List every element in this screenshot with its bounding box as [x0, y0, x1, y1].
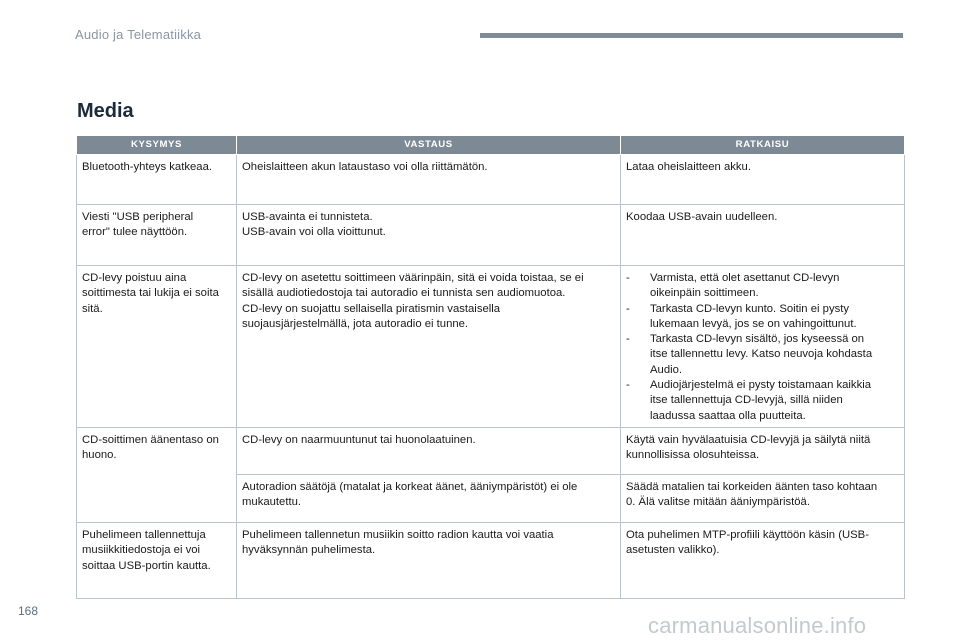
watermark: carmanualsonline.info — [648, 613, 867, 638]
table-row — [77, 205, 905, 266]
question-text: CD-levy poistuu aina — [82, 272, 187, 284]
answer-text: CD-levy on naarmuuntunut tai huonolaatuinen. — [242, 433, 476, 446]
question-text: Viesti "USB peripheral — [82, 211, 194, 223]
question-text: huono. — [82, 449, 117, 462]
answer-cell — [237, 522, 621, 598]
question-cell — [77, 522, 237, 598]
solution-text: Säädä matalien tai korkeiden äänten taso kohtaan — [626, 480, 878, 493]
question-text: soittimesta tai lukija ei soita — [82, 287, 219, 300]
answer-text: CD-levy on asetettu soittimeen väärinpäin, sitä ei voida toistaa, se ei — [242, 272, 584, 284]
question-text: Bluetooth-yhteys katkeaa. — [82, 161, 212, 173]
table-row — [77, 155, 905, 205]
solution-text: - Audiojärjestelmä ei pysty toistamaan kaikkia — [650, 379, 872, 392]
solution-text: kunnollisissa olosuhteissa. — [626, 449, 760, 462]
solution-text: 0. Älä valitse mitään ääniympäristöä. — [626, 496, 810, 509]
question-cell — [77, 205, 237, 266]
answer-text: Puhelimeen tallennetun musiikin soitto radion kautta voi vaatia — [242, 528, 554, 541]
faq-table — [76, 135, 905, 599]
column-header-answer: VASTAUS — [237, 136, 621, 155]
question-text: musiikkitiedostoja ei voi — [82, 544, 201, 557]
solution-text: Koodaa USB-avain uudelleen. — [626, 211, 778, 223]
answer-text: suojausjärjestelmällä, jota autoradio ei tunne. — [242, 317, 469, 330]
answer-cell — [237, 266, 621, 428]
answer-cell — [237, 427, 621, 474]
solution-cell — [621, 155, 905, 205]
solution-text: - Tarkasta CD-levyn kunto. Soitin ei pysty — [650, 302, 850, 315]
solution-cell — [621, 474, 905, 522]
solution-text: Käytä vain hyvälaatuisia CD-levyjä ja säilytä niitä — [626, 433, 871, 446]
question-cell — [77, 427, 237, 522]
question-text: soittaa USB-portin kautta. — [82, 559, 211, 572]
table-row — [77, 522, 905, 598]
solution-list-item — [626, 378, 899, 424]
solution-text: lukemaan levyä, jos se on vahingoittunut. — [650, 317, 857, 330]
answer-text: mukautettu. — [242, 496, 302, 509]
solution-text: itse tallennettuja CD-levyjä, sillä niiden — [650, 394, 843, 407]
header-bar — [480, 33, 903, 38]
answer-text: sisällä audiotiedostoja tai autoradio ei tunnista sen audiomuotoa. — [242, 287, 566, 300]
solution-text: Lataa oheislaitteen akku. — [626, 161, 751, 173]
section-title: Media — [77, 100, 134, 122]
question-text: Puhelimeen tallennettuja — [82, 528, 206, 541]
solution-cell — [621, 427, 905, 474]
column-header-question: KYSYMYS — [77, 136, 237, 155]
solution-cell — [621, 205, 905, 266]
solution-text: itse tallennettu levy. Katso neuvoja kohdasta — [650, 348, 873, 361]
question-text: error" tulee näyttöön. — [82, 226, 188, 239]
solution-text: Ota puhelimen MTP-profiili käyttöön käsin (USB- — [626, 528, 869, 541]
answer-text: Oheislaitteen akun lataustaso voi olla riittämätön. — [242, 161, 488, 173]
table-row — [77, 266, 905, 428]
question-text: CD-soittimen äänentaso on — [82, 433, 219, 446]
solution-cell — [621, 266, 905, 428]
table-row — [77, 427, 905, 474]
solution-text: - Tarkasta CD-levyn sisältö, jos kyseessä on — [650, 333, 865, 346]
solution-cell — [621, 522, 905, 598]
solution-text: laadussa saattaa olla puutteita. — [650, 409, 806, 422]
header-title: Audio ja Telematiikka — [75, 27, 202, 42]
question-cell — [77, 155, 237, 205]
answer-cell — [237, 155, 621, 205]
page-number: 168 — [18, 604, 39, 618]
answer-text: Autoradion säätöjä (matalat ja korkeat äänet, ääniympäristöt) ei ole — [242, 480, 578, 493]
answer-cell — [237, 205, 621, 266]
solution-text: asetusten valikko). — [626, 544, 720, 557]
answer-cell — [237, 474, 621, 522]
solution-list — [626, 271, 899, 424]
answer-text: hyväksynnän puhelimesta. — [242, 544, 376, 557]
solution-text: - Varmista, että olet asettanut CD-levyn — [650, 272, 840, 284]
question-text: sitä. — [82, 302, 103, 315]
solution-text: oikeinpäin soittimeen. — [650, 287, 759, 300]
solution-list-item — [626, 302, 899, 333]
solution-list-item — [626, 332, 899, 378]
solution-list-item — [626, 271, 899, 302]
table-header-row — [77, 136, 905, 155]
answer-text: CD-levy on suojattu sellaisella piratismin vastaisella — [242, 302, 501, 315]
solution-text: Audio. — [650, 363, 683, 376]
column-header-solution: RATKAISU — [621, 136, 905, 155]
question-cell — [77, 266, 237, 428]
answer-text: USB-avain voi olla vioittunut. — [242, 226, 386, 239]
answer-text: USB-avainta ei tunnisteta. — [242, 211, 373, 223]
